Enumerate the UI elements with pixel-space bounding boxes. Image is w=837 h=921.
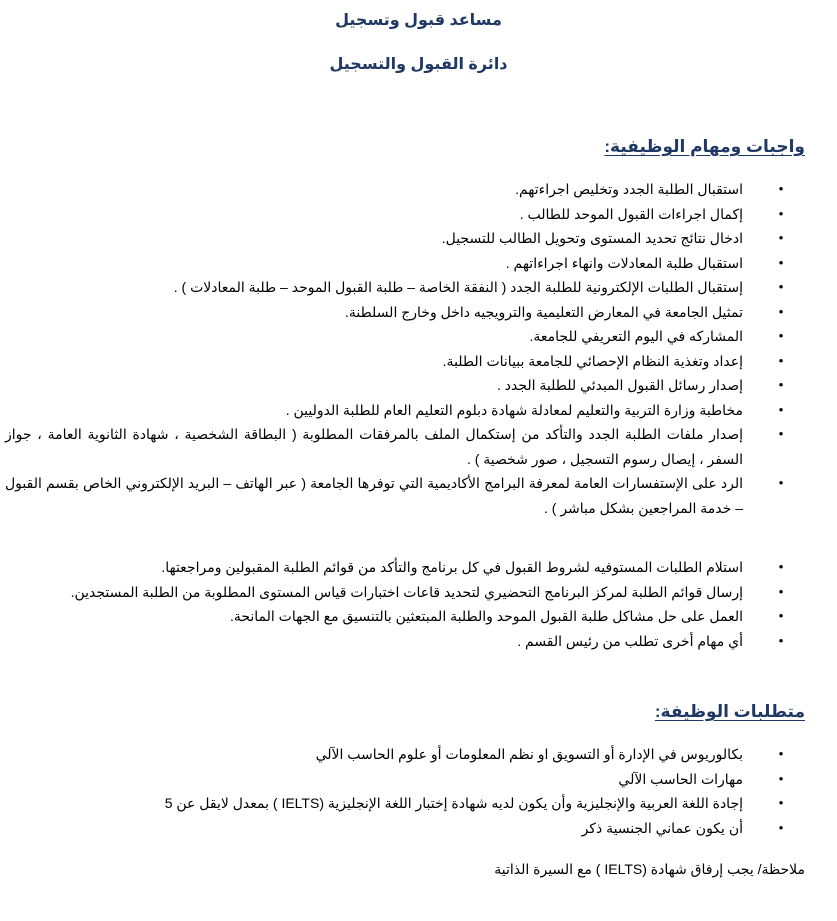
bullet-icon: • [778, 230, 784, 245]
bullet-icon: • [778, 328, 784, 343]
list-item [5, 349, 789, 374]
list-item [5, 580, 789, 605]
list-item [5, 604, 789, 629]
bullet-icon: • [778, 303, 784, 319]
bullet-icon: • [778, 475, 784, 490]
list-item [5, 177, 789, 202]
bullet-icon: • [778, 377, 784, 392]
bullet-icon: • [778, 401, 784, 417]
duties-list [5, 177, 789, 520]
duty-text: استلام الطلبات المستوفيه لشروط القبول في كل برنامج والتأكد من قوائم الطلبة المقبولين ومراجعتها. [161, 559, 743, 575]
bullet-icon: • [778, 608, 784, 623]
bullet-icon: • [778, 795, 784, 810]
list-item [5, 422, 789, 471]
duty-text: إكمال اجراءات القبول الموحد للطالب . [519, 205, 743, 222]
duty-text: إستقبال الطلبات الإلكترونية للطلبة الجدد ( النفقة الخاصة – طلبة القبول الموحد – طلبة المعادلات ) . [173, 279, 743, 295]
requirements-list [5, 742, 789, 840]
duty-text: استقبال طلبة المعادلات وانهاء اجراءاتهم . [505, 254, 743, 271]
list-item [5, 275, 789, 300]
bullet-icon: • [778, 352, 784, 368]
list-item [5, 300, 789, 325]
list-item [5, 324, 789, 349]
bullet-icon: • [778, 632, 784, 648]
duty-text: الرد على الإستفسارات العامة لمعرفة البرامج الأكاديمية التي توفرها الجامعة ( عبر الهاتف – البريد الإلكتروني الخاص بقسم القبول – خدمة المراجعين بشكل مباشر ) . [5, 475, 743, 516]
list-item [5, 471, 789, 520]
duty-text: إصدار رسائل القبول المبدئي للطلبة الجدد . [496, 377, 743, 393]
duty-text: استقبال الطلبة الجدد وتخليص اجراءتهم. [515, 181, 743, 197]
duties-heading: واجبات ومهام الوظيفية: [604, 137, 805, 156]
bullet-icon: • [778, 819, 784, 835]
requirement-text: إجادة اللغة العربية والإنجليزية وأن يكون لديه شهادة إختبار اللغة الإنجليزية (IELTS ) بمعدل لايقل عن 5 [164, 795, 743, 811]
list-item [5, 373, 789, 398]
duty-text: المشاركه في اليوم التعريفي للجامعة. [529, 328, 743, 344]
list-item [5, 202, 789, 227]
bullet-icon: • [778, 583, 784, 599]
bullet-icon: • [778, 746, 784, 761]
duty-text: ادخال نتائج تحديد المستوى وتحويل الطالب للتسجيل. [441, 230, 743, 246]
bullet-icon: • [778, 559, 784, 574]
bullet-icon: • [778, 254, 784, 270]
requirements-heading: متطلبات الوظيفة: [654, 702, 805, 721]
requirement-text: أن يكون عماني الجنسية ذكر [581, 819, 743, 836]
list-item [5, 629, 789, 654]
duty-text: إرسال قوائم الطلبة لمركز البرنامج التحضيري لتحديد قاعات اختبارات قياس المستوى المطلوبة من الطلبة المستجدين. [70, 583, 743, 600]
list-item [5, 767, 789, 792]
bullet-icon: • [778, 279, 784, 294]
duty-text: تمثيل الجامعة في المعارض التعليمية والترويجيه داخل وخارج السلطنة. [344, 303, 743, 320]
bullet-icon: • [778, 205, 784, 221]
bullet-icon: • [778, 181, 784, 196]
list-item [5, 816, 789, 841]
duty-text: إعداد وتغذية النظام الإحصائي للجامعة ببيانات الطلبة. [442, 352, 743, 369]
job-title: مساعد قبول وتسجيل [335, 12, 502, 29]
requirement-text: بكالوريوس في الإدارة أو التسويق او نظم المعلومات أو علوم الحاسب الآلي [315, 746, 743, 762]
list-item [5, 251, 789, 276]
department-title: دائرة القبول والتسجيل [329, 56, 508, 73]
duty-text: العمل على حل مشاكل طلبة القبول الموحد والطلبة المبتعثين بالتنسيق مع الجهات المانحة. [229, 608, 743, 624]
duty-text: مخاطبة وزارة التربية والتعليم لمعادلة شهادة دبلوم التعليم العام للطلبة الدوليين . [285, 401, 743, 418]
list-item [5, 742, 789, 767]
bullet-icon: • [778, 770, 784, 786]
note-text: ملاحظة/ يجب إرفاق شهادة (IELTS ) مع السيرة الذاتية [494, 861, 805, 877]
duty-text: إصدار ملفات الطلبة الجدد والتأكد من إستكمال الملف بالمرفقات المطلوبة ( البطاقة الشخصية ، شهادة الثانوية العامة ، جواز السفر ، إيصال رسوم التسجيل ، صور شخصية ) . [5, 426, 743, 467]
bullet-icon: • [778, 426, 784, 441]
list-item [5, 226, 789, 251]
list-item [5, 791, 789, 816]
duty-text: أي مهام أخرى تطلب من رئيس القسم . [517, 632, 743, 649]
requirement-text: مهارات الحاسب الآلي [618, 770, 743, 787]
duties-list-continued [5, 555, 789, 653]
list-item [5, 555, 789, 580]
list-item [5, 398, 789, 423]
